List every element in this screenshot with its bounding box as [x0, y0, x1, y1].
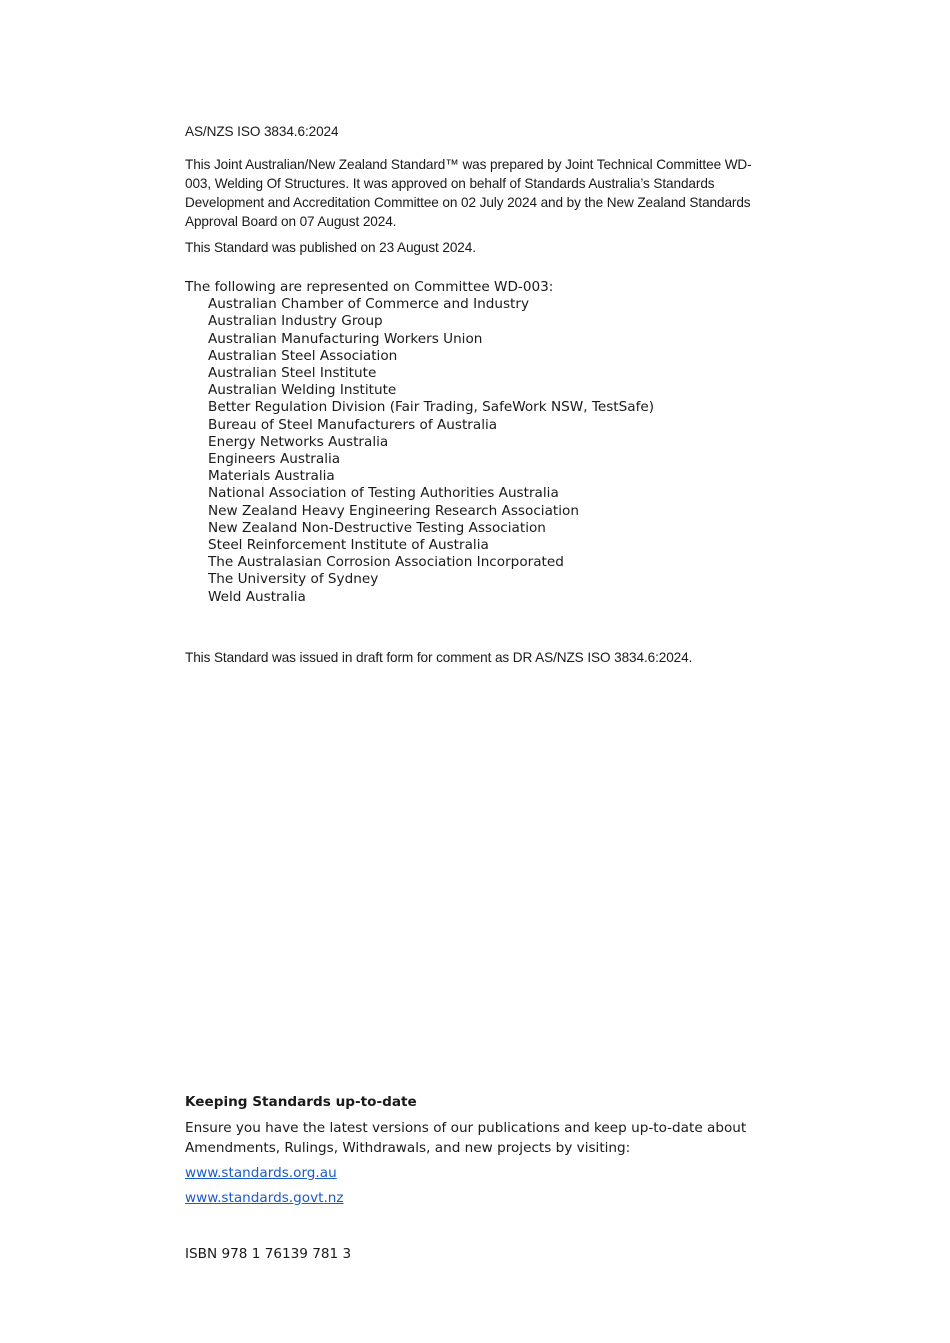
committee-member: Australian Steel Institute	[208, 365, 377, 382]
committee-section	[185, 279, 654, 606]
keeping-heading: Keeping Standards up-to-date	[185, 1094, 417, 1110]
committee-member: Australian Steel Association	[208, 347, 398, 364]
draft-note: This Standard was issued in draft form for comment as DR AS/NZS ISO 3834.6:2024.	[185, 650, 693, 665]
committee-member: Better Regulation Division (Fair Trading, SafeWork NSW, TestSafe)	[208, 399, 655, 416]
committee-member: Australian Welding Institute	[208, 382, 397, 399]
keeping-up-to-date-section	[185, 1094, 785, 1208]
committee-member: Australian Manufacturing Workers Union	[208, 330, 483, 347]
standards-nz-link[interactable]: www.standards.govt.nz	[185, 1190, 344, 1206]
committee-member: The University of Sydney	[208, 571, 379, 588]
standards-australia-link[interactable]: www.standards.org.au	[185, 1165, 337, 1181]
committee-member: Weld Australia	[208, 588, 306, 605]
committee-member: Energy Networks Australia	[208, 433, 389, 450]
publication-date-note: This Standard was published on 23 August 2024.	[185, 240, 476, 255]
committee-member-list	[185, 296, 654, 606]
committee-member: New Zealand Non-Destructive Testing Association	[208, 519, 546, 536]
committee-member: The Australasian Corrosion Association Incorporated	[208, 554, 564, 571]
keeping-body: Ensure you have the latest versions of our publications and keep up-to-date about Amendments, Rulings, Withdrawals, and new projects by visiting:	[185, 1120, 747, 1156]
committee-member: Australian Industry Group	[208, 313, 383, 330]
committee-intro: The following are represented on Committee WD-003:	[185, 279, 554, 295]
document-identifier: AS/NZS ISO 3834.6:2024	[185, 124, 339, 139]
committee-member: Bureau of Steel Manufacturers of Australia	[208, 416, 498, 433]
preparation-paragraph: This Joint Australian/New Zealand Standard™ was prepared by Joint Technical Committee WD-003, Welding Of Structures. It was approved on behalf of Standards Australia’s Standards Development and Accreditation Committee on 02 July 2024 and by the New Zealand Standards Approval Board on 07 August 2024.	[185, 157, 752, 229]
committee-member: Steel Reinforcement Institute of Australia	[208, 537, 489, 554]
committee-member: National Association of Testing Authorities Australia	[208, 485, 559, 502]
committee-member: Australian Chamber of Commerce and Industry	[208, 296, 529, 313]
committee-member: New Zealand Heavy Engineering Research Association	[208, 502, 579, 519]
committee-member: Materials Australia	[208, 468, 335, 485]
committee-member: Engineers Australia	[208, 451, 341, 468]
isbn-number: ISBN 978 1 76139 781 3	[185, 1246, 352, 1262]
